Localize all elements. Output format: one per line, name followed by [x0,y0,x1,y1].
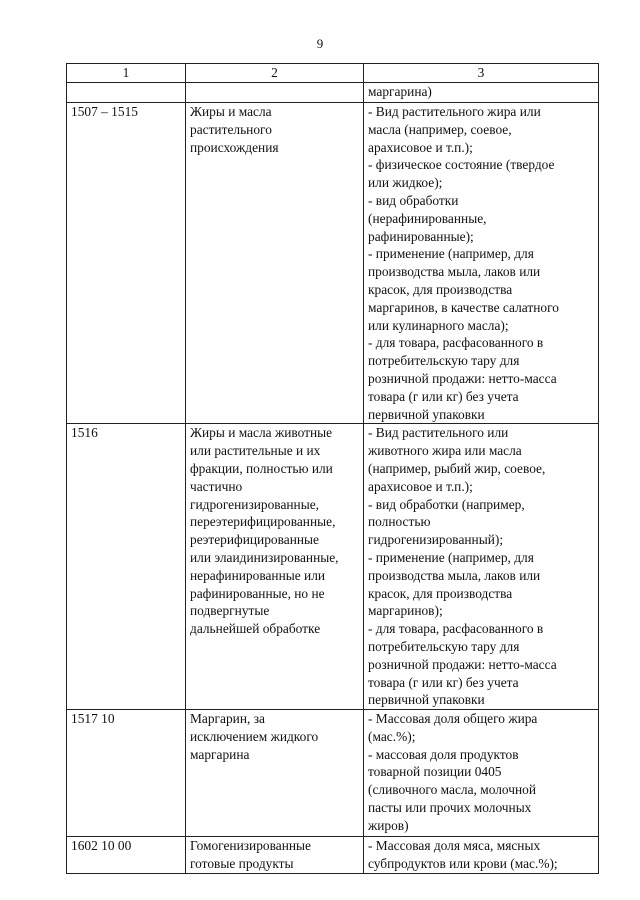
cell-text-line: красок, для производства [368,281,513,297]
cell-text-line: потребительскую тару для [368,353,520,369]
cell-text-line: субпродуктов или крови (мас.%); [368,855,558,871]
cell-text-line: гидрогенизированные, [190,496,320,512]
cell-text-line: или элаидинизированные, [190,549,339,565]
column-header-2: 2 [186,64,364,83]
cell-text-line: подвергнутые [190,603,270,619]
cell-text-line: исключением жидкого [190,728,319,744]
cell-text-line: готовые продукты [190,855,294,871]
cell-text-line: Жиры и масла животные [190,425,333,441]
cell-text-line: маргаринов); [368,603,443,619]
cell-text-line: частично [190,478,243,494]
cell-text-line: маргарина) [368,84,432,99]
cell-text-line: розничной продажи: нетто-масса [368,656,557,672]
cell-text-line: товара (г или кг) без учета [368,388,519,404]
cell-text-line: (например, рыбий жир, соевое, [368,460,546,476]
cell-text-line: товара (г или кг) без учета [368,674,519,690]
cell-text-line: или жидкое); [368,175,443,191]
cell-text-line: производства мыла, лаков или [368,567,541,583]
continuation-description-cell [186,83,364,103]
cell-text-line: розничной продажи: нетто-масса [368,370,557,386]
commodity-description-cell [186,710,364,837]
cell-text-line: переэтерифицированные, [190,514,336,530]
cell-text-line: Маргарин, за [190,711,265,727]
cell-text-line: полностью [368,514,431,530]
column-header-3: 3 [364,64,599,83]
table-row [67,710,599,837]
continuation-attributes-cell [364,83,599,103]
cell-text-line: - вид обработки (например, [368,496,525,512]
commodity-attributes-cell [364,710,599,837]
classification-table [66,63,599,874]
cell-text-line: первичной упаковки [368,692,485,708]
cell-text-line: растительного [190,121,272,137]
cell-text-line: арахисовое и т.п.); [368,139,473,155]
table-row [67,837,599,874]
cell-text-line: нерафинированные или [190,567,326,583]
cell-text-line: маргарина [190,746,250,762]
cell-text-line: - применение (например, для [368,246,534,262]
commodity-description-cell [186,837,364,874]
cell-text-line: рафинированные); [368,228,474,244]
cell-text-line: фракции, полностью или [190,460,333,476]
cell-text-line: масла (например, соевое, [368,121,512,137]
cell-text-line: - физическое состояние (твердое [368,157,555,173]
cell-text-line: дальнейшей обработке [190,621,321,637]
cell-text-line: производства мыла, лаков или [368,264,541,280]
table-row [67,424,599,710]
cell-text-line: арахисовое и т.п.); [368,478,473,494]
cell-text-line: - для товара, расфасованного в [368,621,544,637]
cell-text-line: - Вид растительного жира или [368,104,541,119]
cell-text-line: происхождения [190,139,279,155]
cell-text-line: или кулинарного масла); [368,317,509,333]
cell-text-line: - массовая доля продуктов [368,746,519,762]
commodity-attributes-cell [364,837,599,874]
cell-text-line: Жиры и масла [190,104,272,119]
cell-text-line: первичной упаковки [368,406,485,422]
table-row [67,103,599,424]
cell-text-line: маргаринов, в качестве салатного [368,299,559,315]
continuation-row [67,83,599,103]
commodity-code-cell: 1516 [67,424,186,710]
commodity-description-cell [186,103,364,424]
commodity-attributes-cell [364,103,599,424]
cell-text-line: - вид обработки [368,192,459,208]
cell-text-line: (нерафинированные, [368,210,487,226]
commodity-attributes-cell [364,424,599,710]
cell-text-line: или растительные и их [190,443,321,459]
table-header-row [67,64,599,83]
commodity-code-cell: 1517 10 [67,710,186,837]
cell-text-line: - применение (например, для [368,549,534,565]
commodity-code-cell: 1602 10 00 [67,837,186,874]
cell-text-line: - Массовая доля общего жира [368,711,538,727]
cell-text-line: - Массовая доля мяса, мясных [368,838,541,854]
column-header-1: 1 [67,64,186,83]
commodity-code-cell: 1507 – 1515 [67,103,186,424]
cell-text-line: гидрогенизированный); [368,532,504,548]
cell-text-line: товарной позиции 0405 [368,764,502,780]
cell-text-line: пасты или прочих молочных [368,800,532,816]
cell-text-line: (сливочного масла, молочной [368,782,537,798]
cell-text-line: животного жира или масла [368,443,522,459]
continuation-code-cell [67,83,186,103]
cell-text-line: жиров) [368,817,409,833]
cell-text-line: - Вид растительного или [368,425,509,441]
page-number: 9 [316,36,324,51]
cell-text-line: - для товара, расфасованного в [368,335,544,351]
cell-text-line: потребительскую тару для [368,638,520,654]
cell-text-line: красок, для производства [368,585,513,601]
cell-text-line: реэтерифицированные [190,532,319,548]
cell-text-line: (мас.%); [368,728,416,744]
cell-text-line: Гомогенизированные [190,838,311,854]
commodity-description-cell [186,424,364,710]
cell-text-line: рафинированные, но не [190,585,325,601]
